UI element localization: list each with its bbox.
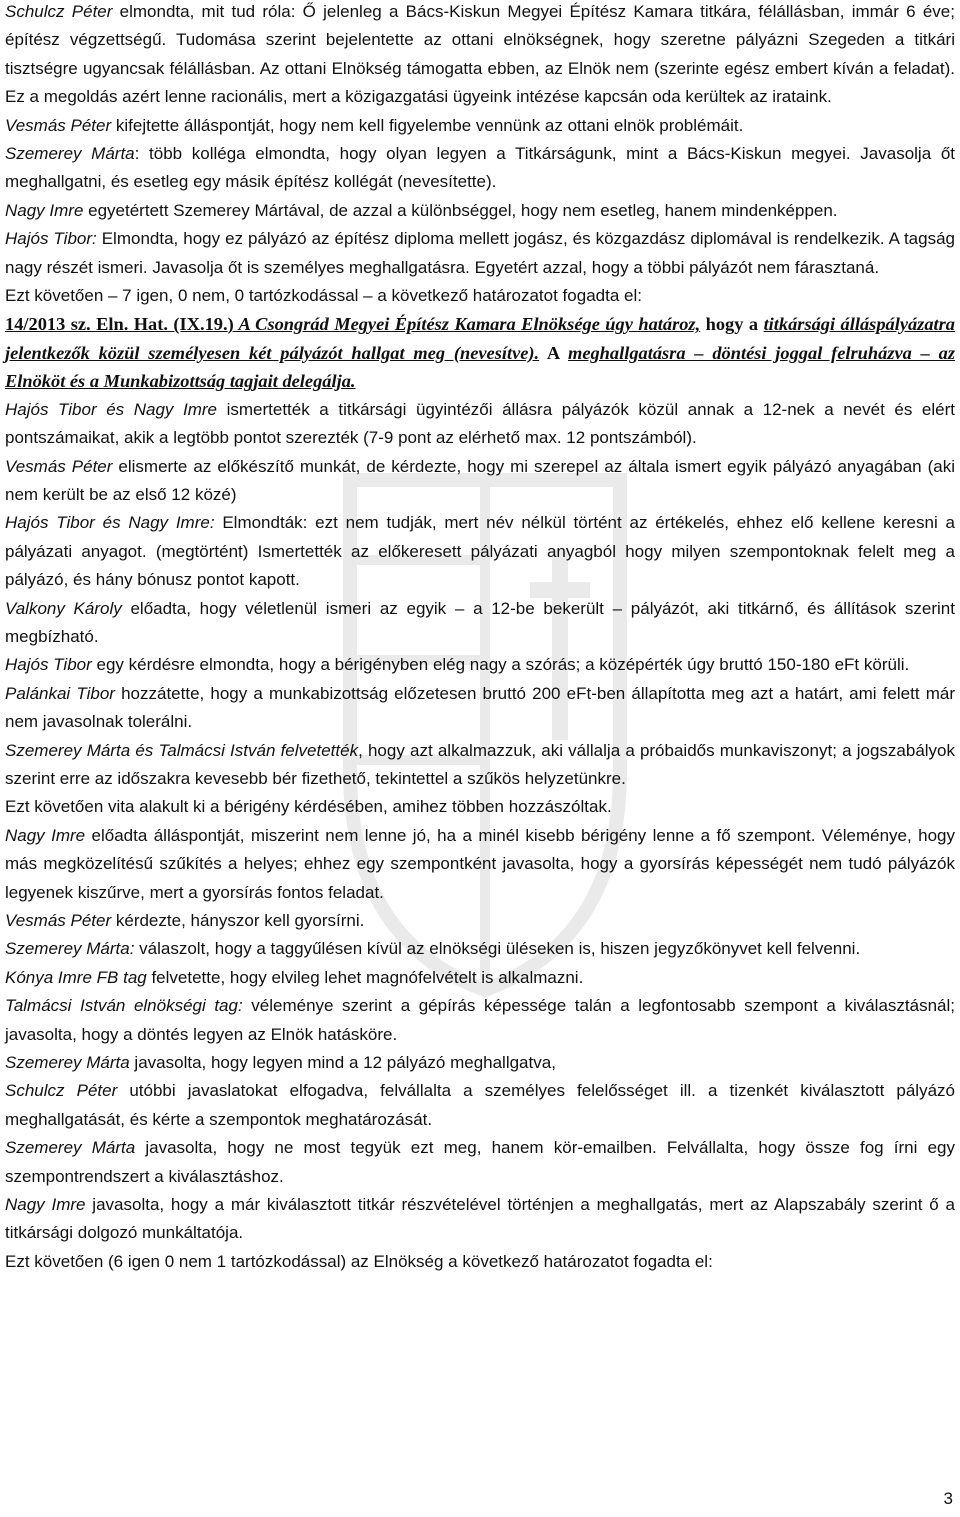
- paragraph-text: , hogy azt alkalmazzuk, aki vállalja a próbaidős munkaviszonyt; a jogszabályok szerint erre az időszakra kevesebb bér fizethető, tekintettel a szűkös helyzetünkre.: [5, 740, 956, 788]
- resolution-tail: meghallgatásra – döntési joggal felruházva – az Elnököt és a Munkabizottság tagjait delegálja.: [5, 342, 956, 392]
- paragraph: [5, 1049, 955, 1077]
- speaker-name: Vesmás Péter: [5, 115, 112, 135]
- paragraph-text: javasolta, hogy a már kiválasztott titkár részvételével történjen a meghallgatás, mert az Alapszabály szerint ő a titkársági dolgozó munkáltatója.: [5, 1195, 955, 1243]
- speaker-name: Szemerey Márta: [5, 1053, 130, 1073]
- paragraph: [5, 1077, 955, 1134]
- speaker-name: Schulcz Péter: [5, 2, 113, 21]
- speaker-name: Szemerey Márta és Talmácsi István felvetették: [5, 740, 359, 760]
- paragraph: [5, 509, 955, 594]
- paragraph: [5, 964, 955, 992]
- resolution-subject: A Csongrád Megyei Építész Kamara Elnöksége úgy határoz,: [233, 314, 701, 335]
- speaker-name: Kónya Imre FB tag: [5, 967, 147, 987]
- speaker-name: Schulcz Péter: [5, 1081, 118, 1101]
- speaker-name: Szemerey Márta:: [5, 939, 135, 959]
- paragraph-text: elismerte az előkészítő munkát, de kérdezte, hogy mi szerepel az általa ismert egyik pályázó anyagában (aki nem került be az első 12 közé): [5, 456, 955, 504]
- paragraph-text: Ezt követően – 7 igen, 0 nem, 0 tartózkodással – a következő határozatot fogadta el:: [5, 286, 642, 306]
- paragraph: [5, 453, 955, 510]
- paragraph-text: egy kérdésre elmondta, hogy a bérigényben elég nagy a szórás; a középérték úgy bruttó 150-180 eFt körüli.: [91, 655, 910, 675]
- paragraph: [5, 737, 955, 794]
- paragraph: [5, 907, 955, 935]
- speaker-name: Vesmás Péter: [5, 456, 113, 476]
- paragraph-text: válaszolt, hogy a taggyűlésen kívül az elnökségi üléseken is, hiszen jegyzőkönyvet kell felvenni.: [134, 939, 861, 959]
- paragraph-text: javasolta, hogy ne most tegyük ezt meg, hanem kör-emailben. Felvállalta, hogy össze fog írni egy szempontrendszert a kiválasztáshoz.: [5, 1138, 956, 1186]
- paragraph-text: javasolta, hogy legyen mind a 12 pályázó meghallgatva,: [129, 1053, 556, 1073]
- speaker-name: Talmácsi István elnökségi tag:: [5, 996, 243, 1016]
- document-page: [5, 0, 955, 1276]
- page-number: 3: [943, 1489, 953, 1508]
- paragraph: [5, 822, 955, 907]
- resolution-text: titkársági álláspályázatra jelentkezők közül személyesen két pályázót hallgat meg (nevesítve).: [5, 314, 955, 363]
- speaker-name: Hajós Tibor és Nagy Imre:: [5, 513, 215, 533]
- speaker-name: Szemerey Márta: [5, 144, 135, 164]
- paragraph-text: véleménye szerint a gépírás képessége talán a legfontosabb szempont a kiválasztásnál; javasolta, hogy a döntés legyen az Elnök hatásköre.: [5, 996, 956, 1044]
- paragraph: [5, 1248, 955, 1276]
- speaker-name: Hajós Tibor: [5, 655, 92, 675]
- paragraph: [5, 680, 955, 737]
- paragraph: [5, 1134, 955, 1191]
- paragraph-text: Elmondták: ezt nem tudják, mert név nélkül történt az értékelés, ehhez elő kellene keresni a pályázati anyagot. (megtörtént) Ismertették az előkeresett pályázati anyagból hogy milyen szempontoknak felelt meg a pályázó, és hány bónusz pontot kapott.: [5, 513, 955, 590]
- paragraph: [5, 282, 955, 310]
- paragraph: [5, 225, 955, 282]
- speaker-name: Valkony Károly: [5, 598, 122, 618]
- speaker-name: Nagy Imre: [5, 1195, 86, 1215]
- paragraph-text: előadta álláspontját, miszerint nem lenne jó, ha a minél kisebb bérigény lenne a fő szempont. Véleménye, hogy más megközelítésű szűkítés a helyes; ehhez egy szempontként javasolta, hogy a gyorsírás képességét nem tudó pályázók legyenek kiszűrve, mert a gyorsírás fontos feladat.: [5, 825, 955, 902]
- paragraph-text: kérdezte, hányszor kell gyorsírni.: [111, 911, 365, 930]
- paragraph-text: utóbbi javaslatokat elfogadva, felvállalta a személyes felelősséget ill. a tizenkét kiválasztott pályázó meghallgatását, és kérte a szempontok meghatározását.: [5, 1081, 955, 1129]
- paragraph-text: : több kolléga elmondta, hogy olyan legyen a Titkárságunk, mint a Bács-Kiskun megyei. Javasolja őt meghallgatni, és esetleg egy másik építész kollégát (nevesítette).: [5, 144, 955, 192]
- resolution-a: A: [539, 342, 569, 363]
- speaker-name: Hajós Tibor és Nagy Imre: [5, 399, 218, 419]
- speaker-name: Hajós Tibor:: [5, 229, 97, 249]
- paragraph: [5, 935, 955, 963]
- paragraph-text: kifejtette álláspontját, hogy nem kell figyelembe vennünk az ottani elnök problémáit.: [111, 115, 744, 135]
- speaker-name: Nagy Imre: [5, 825, 86, 845]
- paragraph: [5, 1191, 955, 1248]
- paragraph-text: Ezt követően vita alakult ki a bérigény kérdésében, amihez többen hozzászóltak.: [5, 797, 612, 817]
- paragraph-text: hozzátette, hogy a munkabizottság előzetesen bruttó 200 eFt-ben állapította meg azt a határt, ami felett már nem javasolnak tolerálni.: [5, 683, 955, 732]
- paragraph-text: Elmondta, hogy ez pályázó az építész diploma mellett jogász, és közgazdász diplomával is rendelkezik. A tagság nagy részét ismeri. Javasolja őt is személyes meghallgatásra. Egyetért azzal, hogy a többi pályázót nem fárasztaná.: [5, 229, 955, 277]
- paragraph-text: Ezt követően (6 igen 0 nem 1 tartózkodással) az Elnökség a következő határozatot fogadta el:: [5, 1251, 713, 1271]
- paragraph-text: ismertették a titkársági ügyintézői állásra pályázók közül annak a 12-nek a nevét és elért pontszámaikat, akik a legtöbb pontot szerezték (7-9 pont az elérhető max. 12 pontszámból).: [5, 399, 955, 448]
- resolution-hogy: hogy a: [700, 314, 764, 335]
- paragraph: [5, 793, 955, 821]
- paragraph-text: felvetette, hogy elvileg lehet magnófelvételt is alkalmazni.: [146, 967, 584, 987]
- paragraph: [5, 140, 955, 197]
- paragraph: [5, 992, 955, 1049]
- paragraph-text: egyetértett Szemerey Mártával, de azzal a különbséggel, hogy nem esetleg, hanem mindenképpen.: [83, 200, 838, 220]
- paragraph-text: elmondta, mit tud róla: Ő jelenleg a Bács-Kiskun Megyei Építész Kamara titkára, félállásban, immár 6 éve; építész végzettségű. Tudomása szerint bejelentette az ottani elnökségnek, hogy szeretne pályázni Szegeden a titkári tisztségre ugyancsak félállásban. Az ottani Elnökség támogatta ebben, az Elnök nem (szerinte egész embert kíván a feladat). Ez a megoldás azért lenne racionális, mert a közigazgatási ügyeink intézése kapcsán oda kerültek az irataink.: [5, 2, 955, 107]
- paragraph: [5, 197, 955, 225]
- paragraph: [5, 651, 955, 679]
- resolution-number: 14/2013 sz. Eln. Hat. (IX.19.: [5, 314, 228, 335]
- resolution-number-close: ): [227, 314, 234, 335]
- paragraph: [5, 0, 955, 112]
- speaker-name: Palánkai Tibor: [5, 683, 115, 703]
- resolution: [5, 310, 955, 395]
- paragraph-text: előadta, hogy véletlenül ismeri az egyik – a 12-be bekerült – pályázót, aki titkárnő, és állítások szerint megbízható.: [5, 598, 955, 646]
- speaker-name: Vesmás Péter: [5, 911, 112, 930]
- paragraph: [5, 112, 955, 140]
- speaker-name: Nagy Imre: [5, 200, 84, 220]
- paragraph: [5, 595, 955, 652]
- paragraph: [5, 396, 955, 453]
- speaker-name: Szemerey Márta: [5, 1138, 136, 1158]
